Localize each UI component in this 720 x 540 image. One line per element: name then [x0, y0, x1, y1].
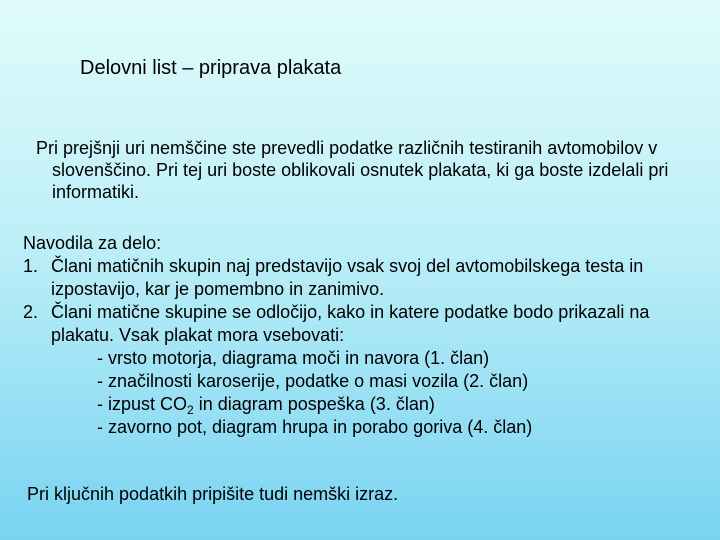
instruction-item-1	[23, 255, 703, 301]
co2-subscript: 2	[187, 403, 194, 417]
instruction-number-1: 1.	[23, 256, 39, 276]
poster-item-member-4: - zavorno pot, diagram hrupa in porabo goriva (4. član)	[97, 417, 533, 437]
worksheet-title: Delovni list – priprava plakata	[80, 57, 342, 79]
instructions-heading: Navodila za delo:	[23, 233, 162, 253]
poster-item-member-2: - značilnosti karoserije, podatke o masi vozila (2. član)	[97, 371, 529, 391]
poster-item-member-3-start: - izpust CO	[97, 394, 188, 414]
intro-paragraph: Pri prejšnji uri nemščine ste prevedli podatke različnih testiranih avtomobilov v slovenščino. Pri tej uri boste oblikovali osnutek plakata, ki ga boste izdelali pri informatiki.	[36, 138, 669, 202]
poster-item-member-3-end: in diagram pospeška (3. član)	[193, 394, 435, 414]
instruction-text-1: Člani matičnih skupin naj predstavijo vsak svoj del avtomobilskega testa in izpostavijo, kar je pomembno in zanimivo.	[51, 256, 644, 299]
poster-item-member-1: - vrsto motorja, diagrama moči in navora (1. član)	[97, 348, 490, 368]
instruction-text-2: Člani matične skupine se odločijo, kako in katere podatke bodo prikazali na plakatu. Vsak plakat mora vsebovati:	[51, 302, 650, 345]
instruction-item-2	[23, 301, 703, 439]
footer-note: Pri ključnih podatkih pripišite tudi nemški izraz.	[27, 484, 399, 504]
poster-item-member-3	[97, 393, 703, 416]
instruction-number-2: 2.	[23, 302, 39, 322]
instructions-section	[23, 232, 703, 439]
poster-content-list	[97, 347, 703, 439]
